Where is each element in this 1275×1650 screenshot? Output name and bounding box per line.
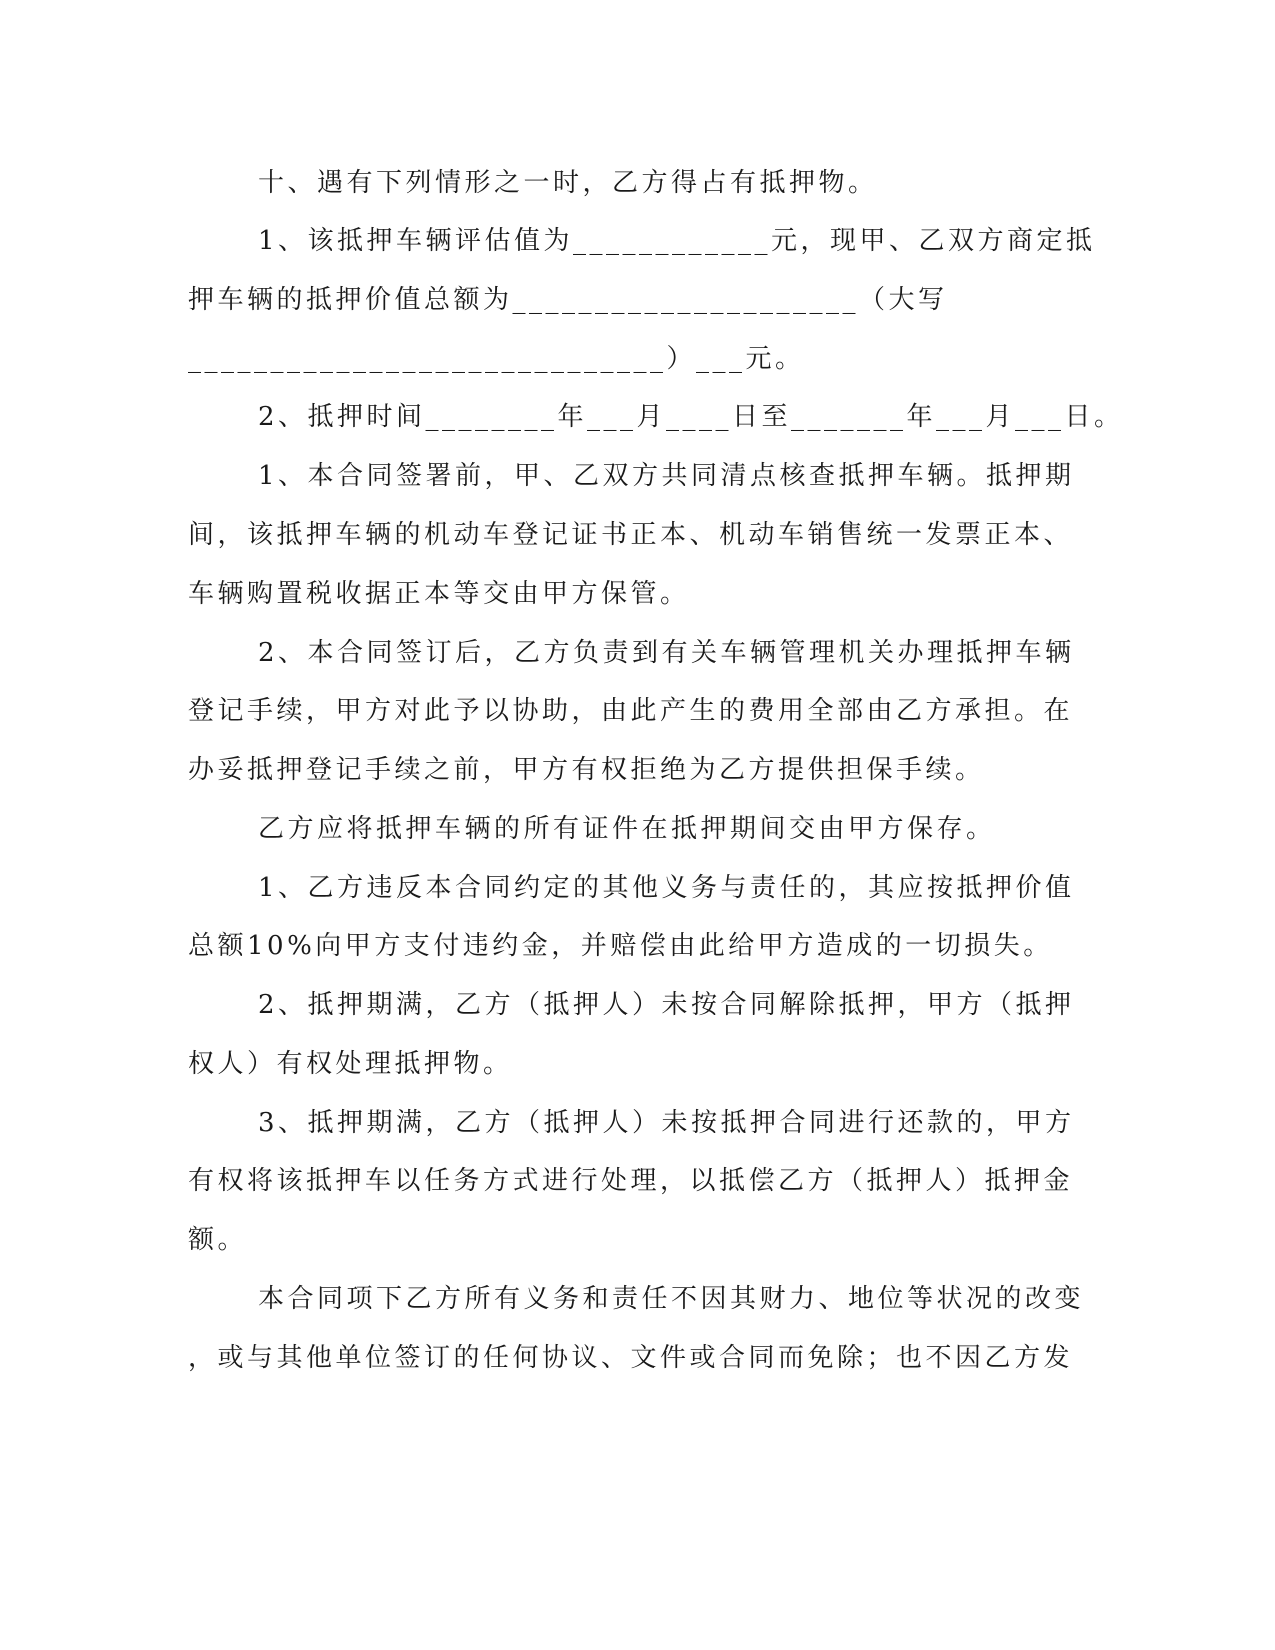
paragraph-line: 间，该抵押车辆的机动车登记证书正本、机动车销售统一发票正本、 xyxy=(188,520,1074,550)
paragraph-line: 有权将该抵押车以任务方式进行处理，以抵偿乙方（抵押人）抵押金 xyxy=(188,1166,1074,1196)
paragraph-line: 办妥抵押登记手续之前，甲方有权拒绝为乙方提供担保手续。 xyxy=(188,755,985,785)
paragraph-line: 本合同项下乙方所有义务和责任不因其财力、地位等状况的改变 xyxy=(258,1284,1085,1314)
paragraph-line: 1、本合同签署前，甲、乙双方共同清点核查抵押车辆。抵押期 xyxy=(258,461,1075,491)
paragraph-line: 额。 xyxy=(188,1225,248,1255)
paragraph-line: 1、该抵押车辆评估值为____________元，现甲、乙双方商定抵 xyxy=(258,226,1096,256)
paragraph-line: ，或与其他单位签订的任何协议、文件或合同而免除；也不因乙方发 xyxy=(188,1343,1074,1373)
paragraph-line: 车辆购置税收据正本等交由甲方保管。 xyxy=(188,579,690,609)
paragraph-line: 登记手续，甲方对此予以协助，由此产生的费用全部由乙方承担。在 xyxy=(188,696,1074,726)
paragraph-line: 1、乙方违反本合同约定的其他义务与责任的，其应按抵押价值 xyxy=(258,873,1075,903)
paragraph-line: 3、抵押期满，乙方（抵押人）未按抵押合同进行还款的，甲方 xyxy=(258,1108,1075,1138)
paragraph-line: 2、抵押时间________年___月____日至_______年___月___日。 xyxy=(258,402,1124,432)
paragraph-line: 2、本合同签订后，乙方负责到有关车辆管理机关办理抵押车辆 xyxy=(258,638,1075,668)
paragraph-line: 2、抵押期满，乙方（抵押人）未按合同解除抵押，甲方（抵押 xyxy=(258,990,1075,1020)
paragraph-line: 总额10%向甲方支付违约金，并赔偿由此给甲方造成的一切损失。 xyxy=(188,931,1053,961)
paragraph-line: 乙方应将抵押车辆的所有证件在抵押期间交由甲方保存。 xyxy=(258,814,996,844)
paragraph-line: 权人）有权处理抵押物。 xyxy=(188,1049,513,1079)
paragraph-line: _____________________________）___元。 xyxy=(188,344,805,374)
clause-10-heading: 十、遇有下列情形之一时，乙方得占有抵押物。 xyxy=(258,168,878,198)
paragraph-line: 押车辆的抵押价值总额为_____________________（大写 xyxy=(188,285,948,315)
